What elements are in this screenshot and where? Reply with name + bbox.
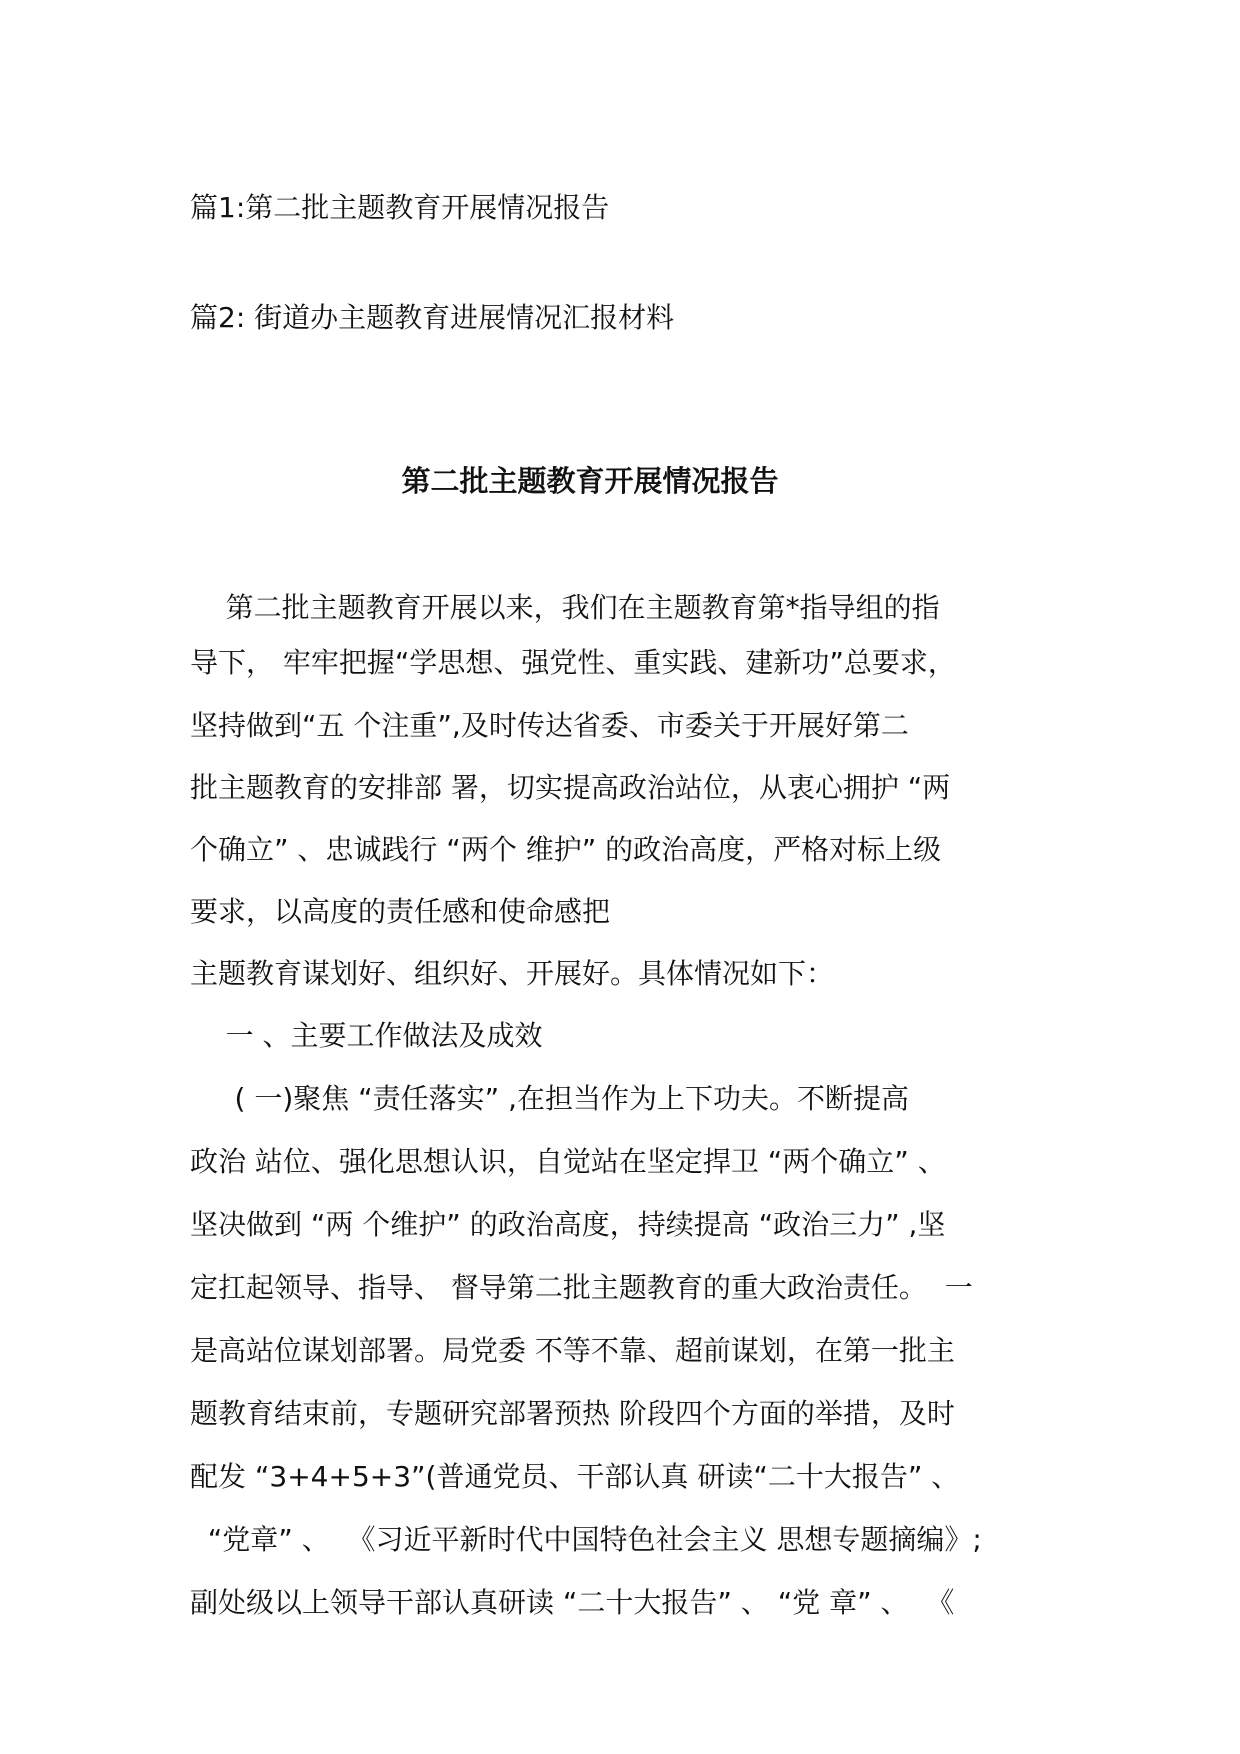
body-line: “党章” 、 《习近平新时代中国特色社会主义 思想专题摘编》; bbox=[190, 1523, 982, 1556]
toc-item-2: 篇2: 街道办主题教育进展情况汇报材料 bbox=[190, 301, 675, 334]
body-line: 定扛起领导、指导、 督导第二批主题教育的重大政治责任。 一 bbox=[190, 1271, 973, 1304]
body-line: 坚持做到“五 个注重”,及时传达省委、市委关于开展好第二 bbox=[190, 709, 909, 742]
body-line: 副处级以上领导干部认真研读 “二十大报告” 、 “党 章” 、 《 bbox=[190, 1586, 955, 1619]
body-line: 个确立” 、忠诚践行 “两个 维护” 的政治高度，严格对标上级 bbox=[190, 833, 942, 866]
body-line: 第二批主题教育开展以来，我们在主题教育第*指导组的指 bbox=[190, 591, 940, 624]
body-line: 要求，以高度的责任感和使命感把 bbox=[190, 895, 611, 928]
document-title: 第二批主题教育开展情况报告 bbox=[401, 464, 779, 498]
body-line: 配发 “3+4+5+3”(普通党员、干部认真 研读“二十大报告” 、 bbox=[190, 1460, 960, 1493]
body-line: 一 、主要工作做法及成效 bbox=[190, 1019, 543, 1052]
body-line: 坚决做到 “两 个维护” 的政治高度，持续提高 “政治三力” ,坚 bbox=[190, 1208, 946, 1241]
body-line: 是高站位谋划部署。局党委 不等不靠、超前谋划，在第一批主 bbox=[190, 1334, 955, 1367]
body-line: 批主题教育的安排部 署，切实提高政治站位，从衷心拥护 “两 bbox=[190, 771, 951, 804]
body-line: 题教育结束前，专题研究部署预热 阶段四个方面的举措，及时 bbox=[190, 1397, 955, 1430]
body-line: 导下， 牢牢把握“学思想、强党性、重实践、建新功”总要求， bbox=[190, 646, 956, 679]
body-line: 主题教育谋划好、组织好、开展好。具体情况如下： bbox=[190, 957, 835, 990]
body-line: 政治 站位、强化思想认识，自觉站在坚定捍卫 “两个确立” 、 bbox=[190, 1145, 946, 1178]
toc-item-1: 篇1:第二批主题教育开展情况报告 bbox=[190, 191, 610, 224]
body-line: ( 一)聚焦 “责任落实” ,在担当作为上下功夫。不断提高 bbox=[190, 1082, 909, 1115]
